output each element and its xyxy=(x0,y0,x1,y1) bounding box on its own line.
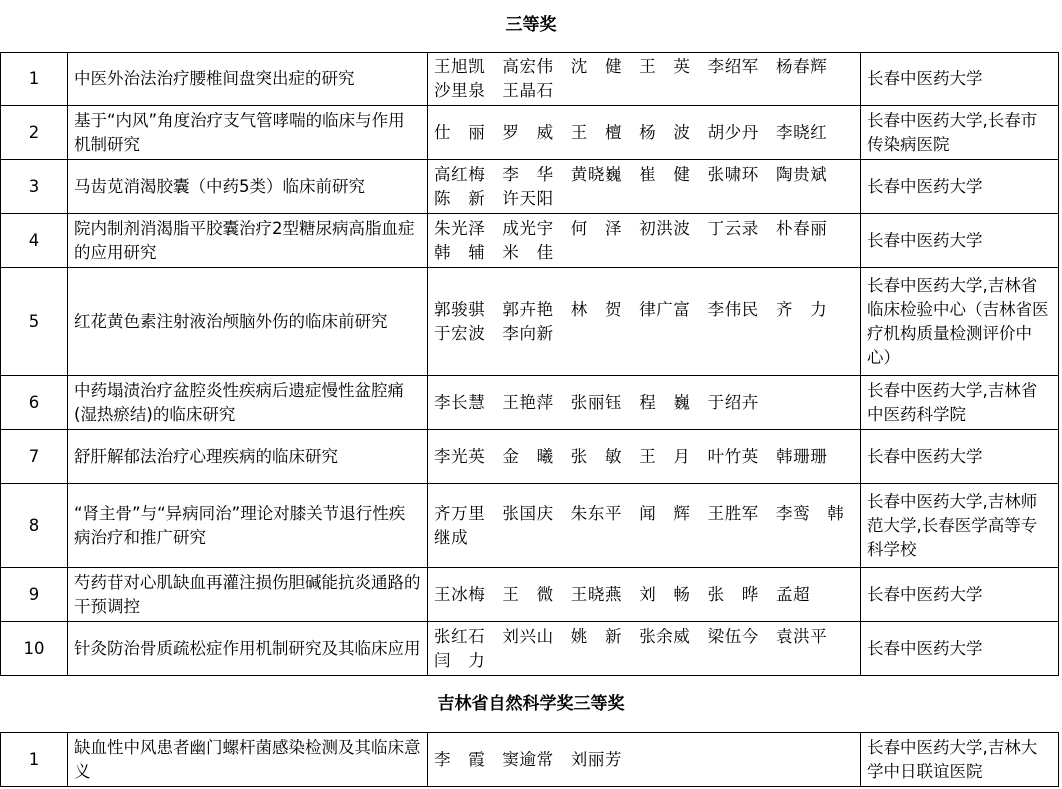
section-title-third-prize: 三等奖 xyxy=(505,15,557,35)
project-name: 中医外治法治疗腰椎间盘突出症的研究 xyxy=(68,53,428,106)
table-row xyxy=(1,622,1059,676)
project-name: 马齿苋消渴胶囊（中药5类）临床前研究 xyxy=(68,160,428,214)
members: 王旭凯 高宏伟 沈 健 王 英 李绍军 杨春辉 沙里泉 王晶石 xyxy=(428,53,861,106)
section-title-natural-science-third-prize: 吉林省自然科学奖三等奖 xyxy=(437,694,625,714)
project-name: 基于“内风”角度治疗支气管哮喘的临床与作用机制研究 xyxy=(68,106,428,160)
unit: 长春中医药大学 xyxy=(861,430,1059,484)
row-number: 9 xyxy=(1,568,68,622)
table-row xyxy=(1,733,1059,787)
row-number: 1 xyxy=(1,53,68,106)
members: 齐万里 张国庆 朱东平 闻 辉 王胜军 李鸾 韩继成 xyxy=(428,484,861,568)
table-row xyxy=(1,106,1059,160)
row-number: 6 xyxy=(1,376,68,430)
members: 仕 丽 罗 威 王 檀 杨 波 胡少丹 李晓红 xyxy=(428,106,861,160)
row-number: 2 xyxy=(1,106,68,160)
unit: 长春中医药大学 xyxy=(861,53,1059,106)
unit: 长春中医药大学 xyxy=(861,160,1059,214)
members: 王冰梅 王 微 王晓燕 刘 畅 张 晔 孟超 xyxy=(428,568,861,622)
unit: 长春中医药大学,吉林大学中日联谊医院 xyxy=(861,733,1059,787)
table-row xyxy=(1,53,1059,106)
row-number: 7 xyxy=(1,430,68,484)
table-row xyxy=(1,268,1059,376)
row-number: 5 xyxy=(1,268,68,376)
awards-table-third-prize xyxy=(0,52,1059,676)
unit: 长春中医药大学 xyxy=(861,568,1059,622)
members: 高红梅 李 华 黄晓巍 崔 健 张啸环 陶贵斌 陈 新 许天阳 xyxy=(428,160,861,214)
members: 朱光泽 成光宇 何 泽 初洪波 丁云录 朴春丽 韩 辅 米 佳 xyxy=(428,214,861,268)
row-number: 1 xyxy=(1,733,68,787)
members: 郭骏骐 郭卉艳 林 贺 律广富 李伟民 齐 力 于宏波 李向新 xyxy=(428,268,861,376)
table-row xyxy=(1,376,1059,430)
row-number: 10 xyxy=(1,622,68,676)
row-number: 3 xyxy=(1,160,68,214)
unit: 长春中医药大学 xyxy=(861,622,1059,676)
table-row xyxy=(1,484,1059,568)
project-name: 红花黄色素注射液治颅脑外伤的临床前研究 xyxy=(68,268,428,376)
members: 李长慧 王艳萍 张丽钰 程 巍 于绍卉 xyxy=(428,376,861,430)
table-row xyxy=(1,430,1059,484)
members: 李 霞 窦逾常 刘丽芳 xyxy=(428,733,861,787)
members: 张红石 刘兴山 姚 新 张余威 梁伍今 袁洪平 闫 力 xyxy=(428,622,861,676)
project-name: “肾主骨”与“异病同治”理论对膝关节退行性疾病治疗和推广研究 xyxy=(68,484,428,568)
awards-table-natural-science xyxy=(0,732,1059,787)
unit: 长春中医药大学,吉林师范大学,长春医学高等专科学校 xyxy=(861,484,1059,568)
project-name: 针灸防治骨质疏松症作用机制研究及其临床应用 xyxy=(68,622,428,676)
project-name: 缺血性中风患者幽门螺杆菌感染检测及其临床意义 xyxy=(68,733,428,787)
members: 李光英 金 曦 张 敏 王 月 叶竹英 韩珊珊 xyxy=(428,430,861,484)
row-number: 8 xyxy=(1,484,68,568)
project-name: 芍药苷对心肌缺血再灌注损伤胆碱能抗炎通路的干预调控 xyxy=(68,568,428,622)
unit: 长春中医药大学 xyxy=(861,214,1059,268)
table-row xyxy=(1,214,1059,268)
table-row xyxy=(1,568,1059,622)
project-name: 中药塌渍治疗盆腔炎性疾病后遗症慢性盆腔痛(湿热瘀结)的临床研究 xyxy=(68,376,428,430)
unit: 长春中医药大学,吉林省临床检验中心（吉林省医疗机构质量检测评价中心） xyxy=(861,268,1059,376)
unit: 长春中医药大学,长春市传染病医院 xyxy=(861,106,1059,160)
project-name: 舒肝解郁法治疗心理疾病的临床研究 xyxy=(68,430,428,484)
row-number: 4 xyxy=(1,214,68,268)
table-row xyxy=(1,160,1059,214)
project-name: 院内制剂消渴脂平胶囊治疗2型糖尿病高脂血症的应用研究 xyxy=(68,214,428,268)
unit: 长春中医药大学,吉林省中医药科学院 xyxy=(861,376,1059,430)
